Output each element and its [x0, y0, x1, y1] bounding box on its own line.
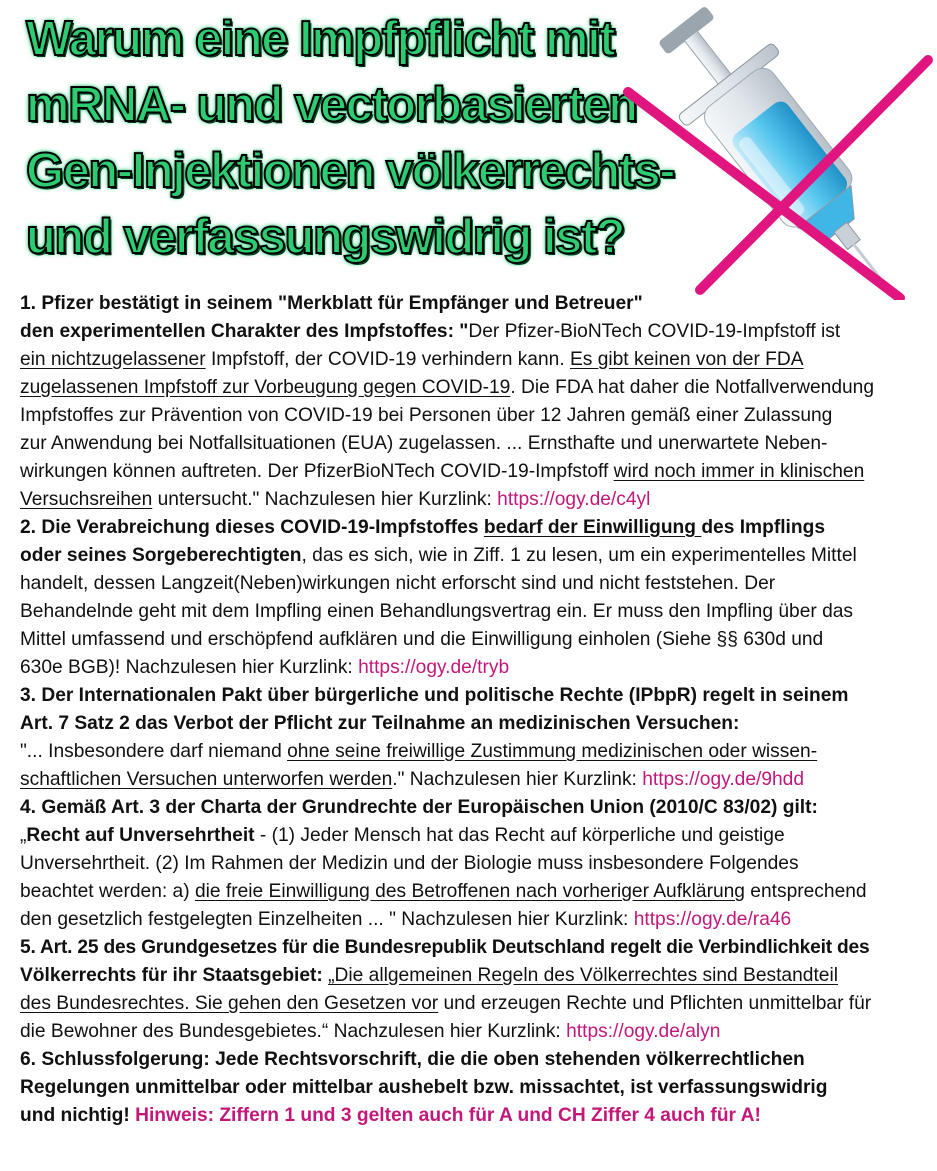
underlined-text: schaftlichen Versuchen unterworfen werden [20, 769, 393, 790]
section-2-heading: 2. Die Verabreichung dieses COVID-19-Impfstoffes [20, 517, 484, 538]
body-text: - (1) Jeder Mensch hat das Recht auf körperliche und geistige [254, 825, 785, 846]
section-1 [20, 290, 935, 514]
underlined-text: zugelassenen Impfstoff zur Vorbeugung gegen COVID-19 [20, 377, 511, 398]
underlined-text: „Die allgemeinen Regeln des Völkerrechtes sind Bestandteil [328, 965, 838, 986]
body-text: beachtet werden: a) [20, 881, 195, 902]
section-5 [20, 934, 935, 1046]
section-6 [20, 1046, 935, 1130]
shortlink-3[interactable]: https://ogy.de/9hdd [642, 769, 805, 790]
section-6-heading: 6. Schlussfolgerung: Jede Rechtsvorschrift, die die oben stehenden völkerrechtlichen [20, 1049, 805, 1070]
section-3-heading: 3. Der Internationalen Pakt über bürgerliche und politische Rechte (IPbpR) regelt in seinem [20, 685, 849, 706]
body-text: Impfstoff, der COVID-19 verhindern kann. [205, 349, 570, 370]
underlined-text: des Bundesrechtes. Sie gehen den Gesetzen vor [20, 993, 439, 1014]
section-2-heading-cont: des Impflings [701, 517, 825, 538]
section-3 [20, 682, 935, 794]
headline-line-4: und verfassungswidrig ist? [26, 210, 625, 264]
body-text: und erzeugen Rechte und Pflichten unmittelbar für [438, 993, 872, 1014]
section-4-heading: 4. Gemäß Art. 3 der Charta der Grundrechte der Europäischen Union (2010/C 83/02) gilt: [20, 797, 818, 818]
quote-mark: „ [20, 825, 27, 846]
underlined-text: ein nichtzugelassener [20, 349, 206, 370]
underlined-text: bedarf der Einwilligung [483, 517, 702, 538]
shortlink-4[interactable]: https://ogy.de/ra46 [633, 909, 792, 930]
shortlink-1[interactable]: https://ogy.de/c4yl [497, 489, 651, 510]
body-text: ." Nachzulesen hier Kurzlink: [392, 769, 643, 790]
underlined-text: Versuchsreihen [20, 489, 153, 510]
underlined-text: wird noch immer in klinischen [613, 461, 865, 482]
section-4 [20, 794, 935, 934]
shortlink-5[interactable]: https://ogy.de/alyn [566, 1021, 721, 1042]
headline-line-1: Warum eine Impfpflicht mit [26, 12, 615, 66]
section-6-heading-cont: und nichtig! [20, 1105, 136, 1126]
underlined-text: Es gibt keinen von der FDA [569, 349, 804, 370]
section-5-heading-cont: Völkerrechts für ihr Staatsgebiet: [20, 965, 329, 986]
section-1-heading-cont: den experimentellen Charakter des Impfstoffes: " [20, 321, 469, 342]
body-text: , das es sich, wie in Ziff. 1 zu lesen, um ein experimentelles Mittel [301, 545, 857, 566]
body-text: Impfstoffes zur Prävention von COVID-19 bei Personen über 12 Jahren gemäß einer Zulassung [20, 405, 833, 426]
body-text: die Bewohner des Bundesgebietes.“ Nachzulesen hier Kurzlink: [20, 1021, 567, 1042]
body-text: Mittel umfassend und erschöpfend aufklären und die Einwilligung einholen (Siehe §§ 630d und [20, 629, 824, 650]
right-name: Recht auf Unversehrtheit [26, 825, 255, 846]
body-text: entsprechend [744, 881, 867, 902]
section-6-heading-cont: Regelungen unmittelbar oder mittelbar aushebelt bzw. missachtet, ist verfassungswidrig [20, 1077, 828, 1098]
body-text: Behandelnde geht mit dem Impfling einen Behandlungsvertrag ein. Er muss den Impfling über das [20, 601, 854, 622]
body-text: 630e BGB)! Nachzulesen hier Kurzlink: [20, 657, 359, 678]
underlined-text: die freie Einwilligung des Betroffenen nach vorheriger Aufklärung [194, 881, 745, 902]
body-text: Unversehrtheit. (2) Im Rahmen der Medizin und der Biologie muss insbesondere Folgendes [20, 853, 799, 874]
headline-line-2: mRNA- und vectorbasierten [26, 78, 637, 132]
section-1-heading: 1. Pfizer bestätigt in seinem "Merkblatt für Empfänger und Betreuer" [20, 293, 643, 314]
body-text: den gesetzlich festgelegten Einzelheiten ... " Nachzulesen hier Kurzlink: [20, 909, 634, 930]
note-text: Hinweis: Ziffern 1 und 3 gelten auch für A und CH Ziffer 4 auch für A! [135, 1105, 761, 1126]
body-text: untersucht." Nachzulesen hier Kurzlink: [152, 489, 498, 510]
headline [26, 6, 675, 270]
underlined-text: ohne seine freiwillige Zustimmung medizinischen oder wissen- [287, 741, 818, 762]
headline-line-3: Gen-Injektionen völkerrechts- [26, 144, 675, 198]
body-text: . Die FDA hat daher die Notfallverwendung [510, 377, 875, 398]
body-text: zur Anwendung bei Notfallsituationen (EUA) zugelassen. ... Ernsthafte und unerwartete Neben- [20, 433, 828, 454]
section-2 [20, 514, 935, 682]
quote-text: Der Pfizer-BioNTech COVID-19-Impfstoff ist [468, 321, 841, 342]
article-body [20, 290, 935, 1130]
shortlink-2[interactable]: https://ogy.de/tryb [358, 657, 510, 678]
quote-text: "... Insbesondere darf niemand [20, 741, 288, 762]
section-5-heading: 5. Art. 25 des Grundgesetzes für die Bundesrepublik Deutschland regelt die Verbindlichkeit des [20, 937, 870, 958]
section-3-heading-cont: Art. 7 Satz 2 das Verbot der Pflicht zur Teilnahme an medizinischen Versuchen: [20, 713, 740, 734]
syringe-icon [600, 0, 937, 300]
body-text: wirkungen können auftreten. Der PfizerBioNTech COVID-19-Impfstoff [20, 461, 614, 482]
body-text: handelt, dessen Langzeit(Neben)wirkungen nicht erforscht sind und nicht feststehen. Der [20, 573, 776, 594]
section-2-heading-cont: oder seines Sorgeberechtigten [20, 545, 302, 566]
